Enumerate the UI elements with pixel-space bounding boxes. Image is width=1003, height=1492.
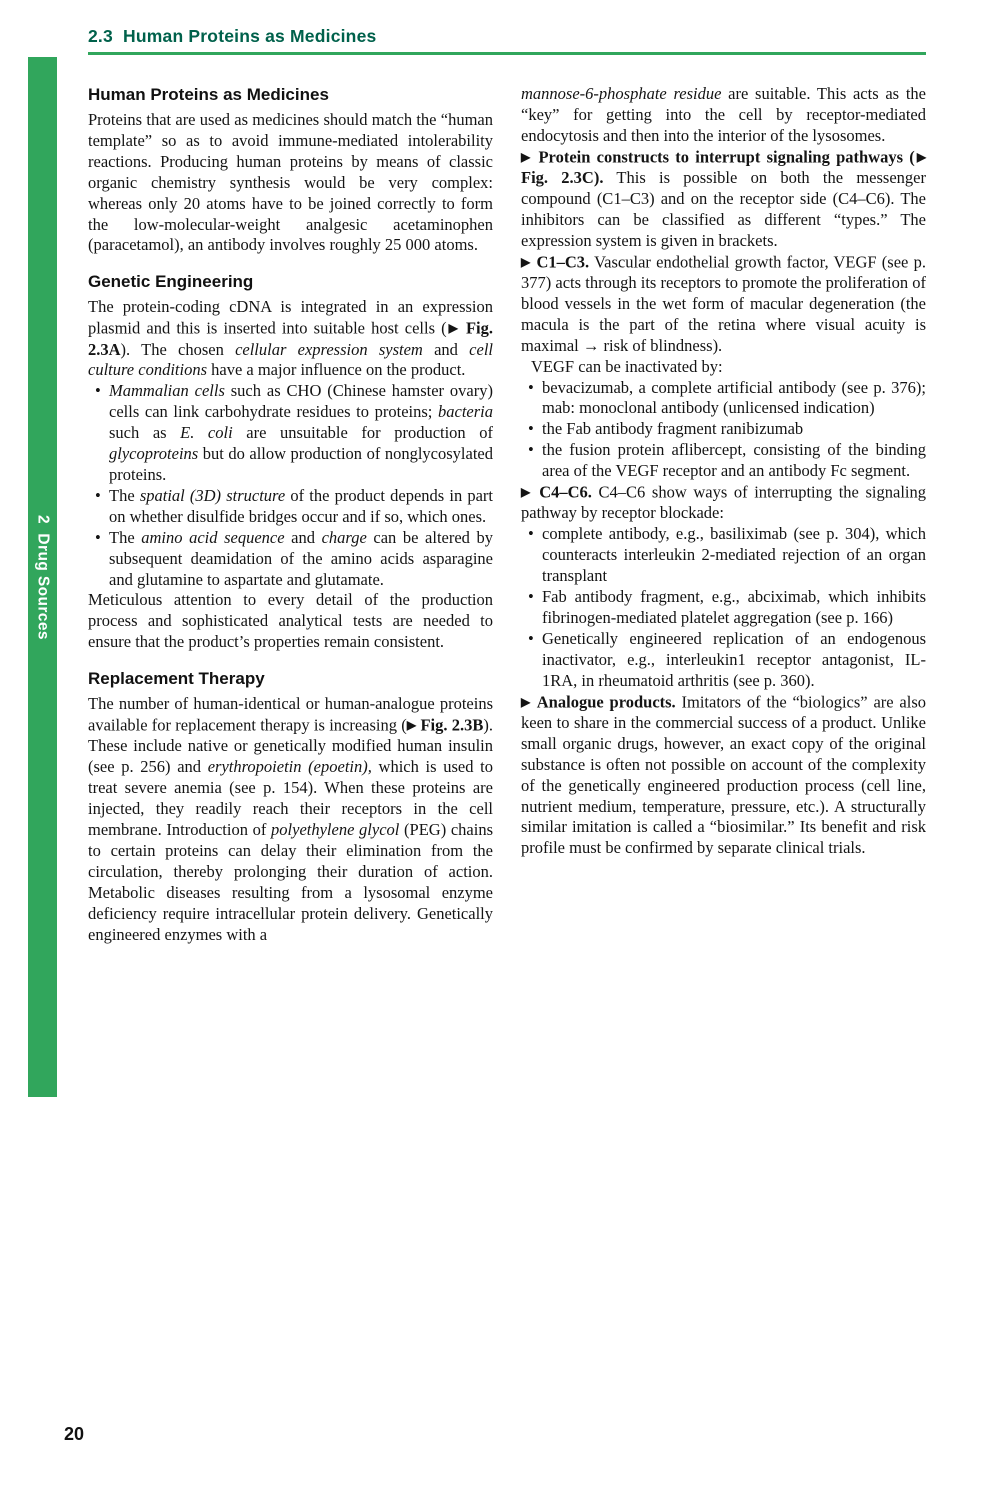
text-run: The (109, 527, 142, 547)
paragraph (521, 692, 926, 860)
text-run: C1–C3. (531, 252, 590, 272)
text-run: E. coli (180, 423, 233, 443)
right-column (521, 84, 926, 945)
paragraph (88, 694, 493, 945)
text-run: Mammalian cells (109, 381, 225, 401)
text-run: C4–C6 show ways of interrupting the signaling pathway by receptor blockade: (521, 482, 926, 523)
text-run: spatial (3D) structure (139, 485, 286, 505)
text-run: have a major influence on the product. (207, 360, 466, 380)
text-run: bevacizumab, a complete artificial antibody (see p. 376); mab: monoclonal antibody (unlicensed indication) (542, 377, 926, 418)
text-run: C4–C6. (532, 482, 592, 502)
text-run: The protein-coding cDNA is integrated in an expression plasmid and this is inserted into suitable host cells ( (88, 297, 493, 338)
text-run: but do allow production of nonglycosylated proteins. (109, 444, 493, 485)
text-run: The number of human-identical or human-analogue proteins available for replacement therapy is increasing ( (88, 694, 493, 735)
bullet-item (521, 378, 926, 420)
paragraph (521, 357, 926, 378)
paragraph (88, 297, 493, 381)
text-run: Proteins that are used as medicines should match the “human template” so as to avoid immune-mediated intolerability reactions. Producing human proteins by means of classic organic chemistry synthesis would be very complex: whereas only 20 atoms have to be joined correctly to form the low-molecular-weight analgesic acetaminophen (paracetamol), an antibody involves roughly 25 000 atoms. (88, 110, 493, 255)
paragraph (521, 482, 926, 524)
figure-arrow-icon: ▶ (521, 485, 533, 500)
figure-arrow-icon: ▶ (406, 718, 417, 733)
text-run: Protein constructs to interrupt signaling pathways ( (532, 147, 915, 167)
text-run: bacteria (438, 402, 493, 422)
bullet-list (521, 524, 926, 691)
bullet-item (521, 629, 926, 692)
text-run: Imitators of the “biologics” are also keen to share in the commercial success of a product. Unlike small organic drugs, however, an exact copy of the original substance is often not possible on account of the complexity of the genetically engineered production process (cell line, nutrient medium, temperature, pressure, etc.). A structurally similar imitation is called a “biosimilar.” Its benefit and risk profile must be confirmed by separate clinical trials. (521, 691, 926, 858)
paragraph (521, 252, 926, 357)
text-run: such as (109, 423, 181, 443)
text-run: This is possible on both the messenger compound (C1–C3) and on the receptor side (C4–C6). The inhibitors can be classified as different “types.” The expression system is given in brackets. (521, 168, 926, 250)
text-run: ). These include native or genetically modified human insulin (see p. 256) and (88, 715, 494, 777)
text-run: the fusion protein aflibercept, consisting of the binding area of the VEGF receptor and an antibody Fc segment. (542, 440, 926, 481)
figure-arrow-icon: ▶ (521, 694, 532, 709)
text-run: are unsuitable for production of (232, 423, 494, 443)
text-run: Fig. 2.3A (88, 318, 493, 359)
text-run: VEGF can be inactivated by: (531, 356, 723, 376)
section-heading: Genetic Engineering (88, 272, 254, 292)
text-run: (PEG) chains to certain proteins can delay their elimination from the circulation, thereby prolonging their duration of action. Metabolic diseases resulting from a lysosomal enzyme deficiency require intracellular protein delivery. Genetically engineered enzymes with a (88, 820, 493, 944)
text-run: Fab antibody fragment, e.g., abciximab, which inhibits fibrinogen-mediated platelet aggregation (see p. 166) (542, 587, 926, 627)
text-run: and (284, 527, 322, 547)
text-run: Analogue products. (531, 691, 676, 711)
text-run: Vascular endothelial growth factor, VEGF (see p. 377) acts through its receptors to promote the proliferation of blood vessels in the wet form of macular degeneration (the macula is the part of the retina where visual acuity is maximal → risk of blindness). (521, 252, 926, 355)
text-run: amino acid sequence (141, 527, 285, 547)
text-run: cellular expression system (235, 339, 423, 359)
text-run: polyethylene glycol (271, 820, 400, 840)
bullet-item (521, 587, 926, 629)
chapter-thumb-tab (28, 57, 57, 1097)
paragraph (521, 84, 926, 147)
text-run: of the product depends in part on whether disulfide bridges occur and if so, which ones. (109, 485, 494, 526)
bullet-list (521, 378, 926, 483)
text-run: Meticulous attention to every detail of the production process and sophisticated analytical tests are needed to ensure that the product’s properties remain consistent. (88, 590, 493, 652)
text-run: and (422, 339, 470, 359)
page-number: 20 (64, 1424, 85, 1444)
text-run: Genetically engineered replication of an endogenous inactivator, e.g., interleukin1 receptor antagonist, IL-1RA, in rheumatoid arthritis (see p. 360). (542, 628, 926, 690)
bullet-item (521, 419, 926, 440)
text-run: charge (321, 527, 367, 547)
bullet-item (521, 524, 926, 587)
text-run: which is used to treat severe anemia (see p. 154). When these proteins are injected, they readily reach their receptors in the cell membrane. Introduction of (88, 757, 493, 840)
text-run: erythropoietin (epoetin), (207, 757, 372, 777)
figure-arrow-icon: ▶ (914, 149, 926, 164)
header-rule (88, 52, 926, 55)
paragraph (88, 590, 493, 653)
text-run: such as CHO (Chinese hamster ovary) cells can link carbohydrate residues to proteins; (109, 381, 493, 422)
two-column-body (88, 84, 926, 945)
bullet-item (521, 440, 926, 482)
figure-arrow-icon: ▶ (521, 149, 533, 164)
figure-arrow-icon: ▶ (521, 254, 532, 269)
text-run: complete antibody, e.g., basiliximab (see p. 304), which counteracts interleukin 2-mediated rejection of an organ transplant (542, 524, 926, 586)
text-run: mannose-6-phosphate residue (521, 84, 722, 103)
paragraph (88, 110, 493, 256)
chapter-tab-label: 2 Drug Sources (34, 514, 52, 640)
text-run: Fig. 2.3B (416, 715, 484, 735)
text-run: The (109, 485, 140, 505)
running-head-title: 2.3 Human Proteins as Medicines (88, 26, 377, 46)
bullet-item (88, 528, 493, 591)
bullet-item (88, 381, 493, 486)
paragraph (521, 147, 926, 252)
text-run: cell culture conditions (88, 339, 493, 380)
text-run: are suitable. This acts as the “key” for getting into the cell by receptor-mediated endocytosis and then into the interior of the lysosomes. (521, 84, 926, 145)
text-run: the Fab antibody fragment ranibizumab (542, 419, 804, 439)
text-run: ). The chosen (120, 339, 236, 359)
section-heading: Replacement Therapy (88, 669, 265, 689)
section-heading: Human Proteins as Medicines (88, 85, 329, 104)
bullet-item (88, 486, 493, 528)
text-run: glycoproteins (109, 444, 199, 464)
text-run: Fig. 2.3C). (521, 168, 604, 188)
left-column (88, 84, 493, 945)
bullet-list (88, 381, 493, 590)
text-run: can be altered by subsequent deamidation of the amino acids asparagine and glutamine to aspartate and glutamate. (109, 527, 494, 589)
figure-arrow-icon: ▶ (446, 321, 460, 336)
